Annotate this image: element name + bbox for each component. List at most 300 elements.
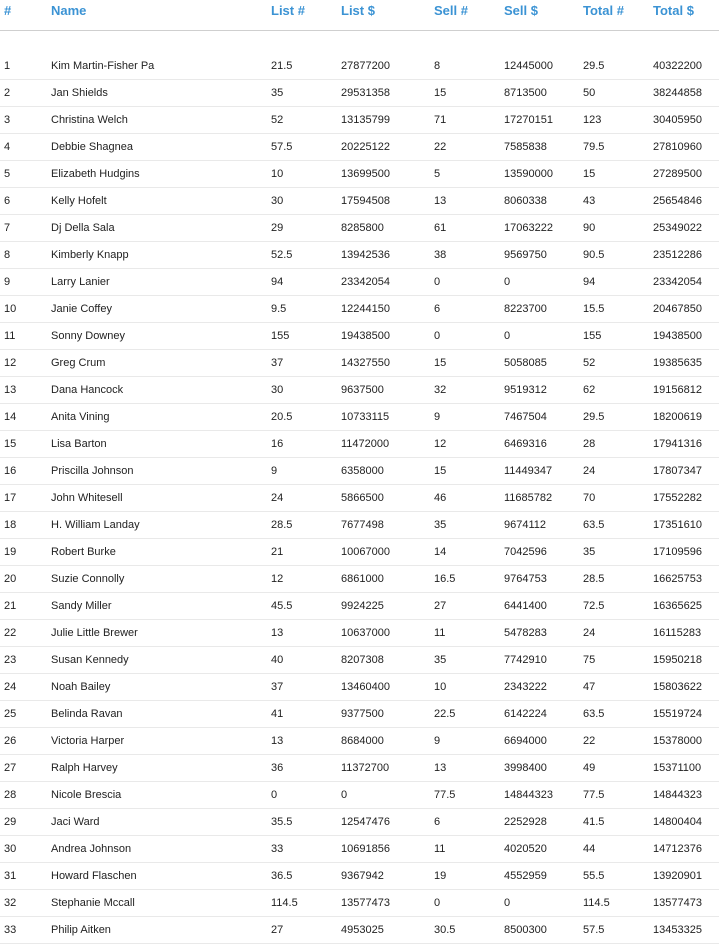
cell-total-count: 63.5: [583, 519, 605, 531]
cell-total-count: 155: [583, 330, 602, 342]
table-row: [0, 295, 719, 323]
cell-sell-count: 22: [434, 141, 447, 153]
cell-total-count: 35: [583, 546, 596, 558]
cell-total-volume: 13920901: [653, 870, 702, 882]
cell-sell-count: 15: [434, 87, 447, 99]
table-row: [0, 754, 719, 782]
cell-rank: 24: [4, 681, 17, 693]
cell-sell-count: 35: [434, 519, 447, 531]
cell-total-volume: 20467850: [653, 303, 702, 315]
cell-sell-count: 13: [434, 762, 447, 774]
table-row: [0, 484, 719, 512]
cell-total-count: 24: [583, 627, 596, 639]
cell-list-count: 21: [271, 546, 284, 558]
cell-sell-count: 27: [434, 600, 447, 612]
cell-total-count: 41.5: [583, 816, 605, 828]
cell-name: Jaci Ward: [51, 816, 100, 828]
cell-name: Christina Welch: [51, 114, 128, 126]
cell-list-volume: 27877200: [341, 60, 390, 72]
table-row: [0, 700, 719, 728]
cell-name: Anita Vining: [51, 411, 110, 423]
cell-rank: 13: [4, 384, 17, 396]
table-row: [0, 916, 719, 944]
table-row: [0, 349, 719, 377]
cell-list-count: 9.5: [271, 303, 287, 315]
cell-list-count: 52.5: [271, 249, 293, 261]
cell-list-count: 52: [271, 114, 284, 126]
cell-total-count: 24: [583, 465, 596, 477]
cell-total-volume: 16365625: [653, 600, 702, 612]
table-row: [0, 187, 719, 215]
cell-sell-volume: 4552959: [504, 870, 547, 882]
header-rank[interactable]: #: [4, 3, 12, 18]
cell-rank: 26: [4, 735, 17, 747]
cell-list-count: 37: [271, 357, 284, 369]
cell-total-volume: 15378000: [653, 735, 702, 747]
cell-list-count: 13: [271, 735, 284, 747]
cell-list-count: 13: [271, 627, 284, 639]
cell-rank: 9: [4, 276, 11, 288]
cell-total-volume: 19438500: [653, 330, 702, 342]
cell-total-count: 79.5: [583, 141, 605, 153]
cell-total-volume: 14712376: [653, 843, 702, 855]
cell-sell-volume: 0: [504, 897, 511, 909]
cell-rank: 1: [4, 60, 11, 72]
cell-name: Ralph Harvey: [51, 762, 118, 774]
cell-list-volume: 9924225: [341, 600, 384, 612]
cell-sell-count: 6: [434, 303, 441, 315]
cell-rank: 16: [4, 465, 17, 477]
cell-list-count: 45.5: [271, 600, 293, 612]
cell-rank: 20: [4, 573, 17, 585]
table-row: [0, 592, 719, 620]
cell-sell-volume: 6142224: [504, 708, 547, 720]
cell-total-volume: 16625753: [653, 573, 702, 585]
cell-sell-volume: 11685782: [504, 492, 553, 504]
cell-list-count: 35.5: [271, 816, 293, 828]
cell-sell-count: 15: [434, 357, 447, 369]
cell-sell-count: 30.5: [434, 924, 456, 936]
cell-sell-volume: 0: [504, 330, 511, 342]
cell-sell-count: 77.5: [434, 789, 456, 801]
table-row: [0, 862, 719, 890]
cell-sell-count: 10: [434, 681, 447, 693]
cell-total-volume: 27810960: [653, 141, 702, 153]
cell-sell-volume: 6694000: [504, 735, 547, 747]
cell-name: Jan Shields: [51, 87, 108, 99]
cell-total-count: 94: [583, 276, 596, 288]
table-row: [0, 673, 719, 701]
cell-name: Philip Aitken: [51, 924, 111, 936]
cell-sell-count: 11: [434, 627, 446, 639]
cell-sell-count: 15: [434, 465, 447, 477]
cell-list-count: 28.5: [271, 519, 293, 531]
table-row: [0, 52, 719, 80]
cell-total-count: 49: [583, 762, 596, 774]
cell-name: Noah Bailey: [51, 681, 111, 693]
cell-sell-count: 19: [434, 870, 447, 882]
cell-name: Janie Coffey: [51, 303, 112, 315]
cell-name: Suzie Connolly: [51, 573, 125, 585]
cell-list-volume: 5866500: [341, 492, 384, 504]
cell-list-volume: 20225122: [341, 141, 390, 153]
cell-list-count: 41: [271, 708, 284, 720]
cell-sell-count: 61: [434, 222, 447, 234]
cell-list-volume: 11472000: [341, 438, 390, 450]
cell-sell-volume: 8060338: [504, 195, 547, 207]
cell-name: Sonny Downey: [51, 330, 125, 342]
table-row: [0, 619, 719, 647]
cell-total-volume: 38244858: [653, 87, 702, 99]
table-row: [0, 457, 719, 485]
cell-total-volume: 23512286: [653, 249, 702, 261]
header-sell-volume[interactable]: Sell $: [504, 3, 538, 18]
cell-list-volume: 13942536: [341, 249, 390, 261]
cell-list-volume: 10067000: [341, 546, 390, 558]
cell-name: Sandy Miller: [51, 600, 112, 612]
cell-total-volume: 16115283: [653, 627, 702, 639]
cell-list-volume: 12244150: [341, 303, 390, 315]
cell-sell-volume: 4020520: [504, 843, 547, 855]
cell-sell-volume: 9519312: [504, 384, 547, 396]
cell-total-count: 28.5: [583, 573, 605, 585]
header-list-count[interactable]: List #: [271, 3, 305, 18]
cell-total-volume: 30405950: [653, 114, 702, 126]
cell-sell-volume: 2343222: [504, 681, 547, 693]
table-row: [0, 268, 719, 296]
cell-total-volume: 17807347: [653, 465, 702, 477]
cell-sell-count: 38: [434, 249, 447, 261]
cell-list-count: 12: [271, 573, 284, 585]
cell-list-volume: 19438500: [341, 330, 390, 342]
cell-rank: 14: [4, 411, 17, 423]
cell-name: Kim Martin-Fisher Pa: [51, 60, 155, 72]
cell-list-volume: 13135799: [341, 114, 390, 126]
cell-list-volume: 10733115: [341, 411, 390, 423]
cell-rank: 25: [4, 708, 17, 720]
cell-list-volume: 29531358: [341, 87, 390, 99]
cell-sell-volume: 7042596: [504, 546, 547, 558]
cell-total-volume: 13577473: [653, 897, 702, 909]
cell-list-volume: 9637500: [341, 384, 384, 396]
cell-total-count: 114.5: [583, 897, 610, 909]
cell-total-volume: 19156812: [653, 384, 702, 396]
cell-name: John Whitesell: [51, 492, 123, 504]
table-row: [0, 646, 719, 674]
cell-list-count: 35: [271, 87, 284, 99]
cell-sell-count: 11: [434, 843, 446, 855]
cell-name: Elizabeth Hudgins: [51, 168, 140, 180]
cell-list-volume: 4953025: [341, 924, 384, 936]
cell-sell-volume: 5478283: [504, 627, 547, 639]
table-row: [0, 430, 719, 458]
cell-name: Nicole Brescia: [51, 789, 122, 801]
cell-rank: 6: [4, 195, 11, 207]
cell-sell-volume: 7585838: [504, 141, 547, 153]
cell-list-count: 155: [271, 330, 290, 342]
cell-sell-count: 32: [434, 384, 447, 396]
cell-name: Dj Della Sala: [51, 222, 115, 234]
cell-total-volume: 23342054: [653, 276, 702, 288]
cell-list-count: 30: [271, 195, 284, 207]
cell-sell-volume: 8713500: [504, 87, 547, 99]
cell-total-count: 44: [583, 843, 596, 855]
table-row: [0, 808, 719, 836]
cell-name: Julie Little Brewer: [51, 627, 138, 639]
cell-total-count: 15.5: [583, 303, 605, 315]
cell-list-count: 30: [271, 384, 284, 396]
cell-name: Victoria Harper: [51, 735, 125, 747]
cell-total-volume: 15803622: [653, 681, 702, 693]
cell-list-count: 114.5: [271, 897, 298, 909]
cell-total-count: 28: [583, 438, 596, 450]
table-row: [0, 133, 719, 161]
cell-total-count: 43: [583, 195, 596, 207]
cell-total-volume: 15371100: [653, 762, 702, 774]
cell-sell-count: 6: [434, 816, 441, 828]
header-sell-count[interactable]: Sell #: [434, 3, 468, 18]
cell-rank: 12: [4, 357, 17, 369]
cell-rank: 30: [4, 843, 17, 855]
cell-total-volume: 18200619: [653, 411, 702, 423]
cell-total-count: 52: [583, 357, 596, 369]
cell-name: Susan Kennedy: [51, 654, 129, 666]
cell-list-count: 21.5: [271, 60, 293, 72]
cell-rank: 7: [4, 222, 11, 234]
cell-list-volume: 17594508: [341, 195, 390, 207]
cell-total-volume: 40322200: [653, 60, 702, 72]
cell-name: Howard Flaschen: [51, 870, 137, 882]
cell-list-volume: 9377500: [341, 708, 384, 720]
cell-name: H. William Landay: [51, 519, 140, 531]
cell-name: Larry Lanier: [51, 276, 110, 288]
cell-list-volume: 10637000: [341, 627, 390, 639]
cell-rank: 31: [4, 870, 17, 882]
cell-list-count: 20.5: [271, 411, 293, 423]
table-row: [0, 106, 719, 134]
table-row: [0, 565, 719, 593]
table-row: [0, 403, 719, 431]
cell-name: Robert Burke: [51, 546, 116, 558]
cell-list-volume: 13460400: [341, 681, 390, 693]
cell-list-volume: 8207308: [341, 654, 384, 666]
cell-sell-count: 8: [434, 60, 441, 72]
cell-total-volume: 17109596: [653, 546, 702, 558]
cell-total-count: 77.5: [583, 789, 605, 801]
cell-name: Belinda Ravan: [51, 708, 123, 720]
cell-list-count: 27: [271, 924, 284, 936]
cell-total-count: 123: [583, 114, 602, 126]
cell-name: Priscilla Johnson: [51, 465, 134, 477]
cell-total-count: 63.5: [583, 708, 605, 720]
cell-name: Kelly Hofelt: [51, 195, 107, 207]
cell-sell-count: 0: [434, 330, 441, 342]
table-row: [0, 214, 719, 242]
cell-total-count: 90: [583, 222, 596, 234]
cell-total-volume: 25654846: [653, 195, 702, 207]
cell-total-count: 55.5: [583, 870, 605, 882]
table-row: [0, 727, 719, 755]
cell-total-volume: 15519724: [653, 708, 702, 720]
cell-sell-count: 14: [434, 546, 447, 558]
cell-rank: 23: [4, 654, 17, 666]
cell-rank: 11: [4, 330, 16, 342]
cell-sell-volume: 8500300: [504, 924, 547, 936]
cell-list-volume: 10691856: [341, 843, 390, 855]
cell-total-count: 29.5: [583, 60, 605, 72]
cell-list-count: 9: [271, 465, 278, 477]
cell-list-count: 36.5: [271, 870, 293, 882]
cell-list-volume: 9367942: [341, 870, 384, 882]
cell-total-count: 22: [583, 735, 596, 747]
table-row: [0, 889, 719, 917]
cell-list-volume: 7677498: [341, 519, 384, 531]
header-list-volume[interactable]: List $: [341, 3, 375, 18]
cell-sell-volume: 5058085: [504, 357, 547, 369]
cell-list-volume: 6358000: [341, 465, 384, 477]
cell-list-volume: 6861000: [341, 573, 384, 585]
cell-list-volume: 12547476: [341, 816, 390, 828]
header-total-count[interactable]: Total #: [583, 3, 624, 18]
cell-name: Debbie Shagnea: [51, 141, 133, 153]
table-row: [0, 376, 719, 404]
cell-sell-volume: 11449347: [504, 465, 553, 477]
cell-rank: 2: [4, 87, 11, 99]
table-header: [0, 0, 719, 31]
cell-sell-count: 9: [434, 411, 441, 423]
cell-sell-count: 9: [434, 735, 441, 747]
cell-rank: 32: [4, 897, 17, 909]
cell-list-volume: 8285800: [341, 222, 384, 234]
header-total-volume[interactable]: Total $: [653, 3, 694, 18]
table-row: [0, 79, 719, 107]
cell-rank: 15: [4, 438, 17, 450]
cell-sell-volume: 9674112: [504, 519, 547, 531]
cell-sell-volume: 17063222: [504, 222, 553, 234]
cell-total-count: 15: [583, 168, 596, 180]
cell-sell-count: 35: [434, 654, 447, 666]
cell-rank: 22: [4, 627, 17, 639]
cell-total-count: 72.5: [583, 600, 605, 612]
cell-sell-count: 0: [434, 897, 441, 909]
cell-sell-volume: 9764753: [504, 573, 547, 585]
cell-list-volume: 13699500: [341, 168, 390, 180]
cell-list-count: 16: [271, 438, 284, 450]
header-name[interactable]: Name: [51, 3, 87, 18]
cell-total-count: 75: [583, 654, 596, 666]
cell-list-volume: 11372700: [341, 762, 390, 774]
cell-sell-volume: 6469316: [504, 438, 547, 450]
table-row: [0, 538, 719, 566]
cell-name: Greg Crum: [51, 357, 106, 369]
cell-rank: 19: [4, 546, 17, 558]
cell-list-volume: 8684000: [341, 735, 384, 747]
cell-sell-count: 46: [434, 492, 447, 504]
cell-sell-volume: 8223700: [504, 303, 547, 315]
cell-sell-count: 0: [434, 276, 441, 288]
cell-rank: 33: [4, 924, 17, 936]
cell-list-count: 0: [271, 789, 278, 801]
cell-sell-volume: 2252928: [504, 816, 547, 828]
cell-rank: 5: [4, 168, 11, 180]
cell-name: Kimberly Knapp: [51, 249, 129, 261]
cell-sell-count: 22.5: [434, 708, 456, 720]
cell-sell-volume: 7742910: [504, 654, 547, 666]
cell-rank: 3: [4, 114, 11, 126]
cell-total-count: 47: [583, 681, 596, 693]
cell-rank: 27: [4, 762, 17, 774]
cell-total-count: 50: [583, 87, 596, 99]
cell-sell-volume: 0: [504, 276, 511, 288]
cell-total-volume: 14844323: [653, 789, 702, 801]
cell-total-volume: 27289500: [653, 168, 702, 180]
cell-list-count: 94: [271, 276, 284, 288]
cell-rank: 18: [4, 519, 17, 531]
cell-name: Stephanie Mccall: [51, 897, 135, 909]
cell-name: Andrea Johnson: [51, 843, 132, 855]
cell-sell-count: 5: [434, 168, 441, 180]
cell-rank: 17: [4, 492, 17, 504]
cell-sell-volume: 14844323: [504, 789, 553, 801]
cell-sell-volume: 12445000: [504, 60, 553, 72]
table-row: [0, 241, 719, 269]
cell-rank: 29: [4, 816, 17, 828]
cell-list-count: 36: [271, 762, 284, 774]
cell-rank: 28: [4, 789, 17, 801]
cell-list-count: 33: [271, 843, 284, 855]
cell-total-volume: 19385635: [653, 357, 702, 369]
cell-sell-count: 13: [434, 195, 447, 207]
cell-sell-volume: 13590000: [504, 168, 553, 180]
cell-total-volume: 17552282: [653, 492, 702, 504]
cell-name: Lisa Barton: [51, 438, 107, 450]
cell-list-count: 37: [271, 681, 284, 693]
cell-rank: 8: [4, 249, 11, 261]
cell-total-volume: 15950218: [653, 654, 702, 666]
table-row: [0, 511, 719, 539]
cell-rank: 4: [4, 141, 11, 153]
cell-list-volume: 0: [341, 789, 348, 801]
cell-total-count: 57.5: [583, 924, 605, 936]
cell-total-count: 70: [583, 492, 596, 504]
table-row: [0, 835, 719, 863]
cell-sell-count: 16.5: [434, 573, 456, 585]
cell-rank: 10: [4, 303, 17, 315]
cell-sell-volume: 9569750: [504, 249, 547, 261]
cell-sell-count: 12: [434, 438, 447, 450]
cell-total-count: 29.5: [583, 411, 605, 423]
cell-total-volume: 25349022: [653, 222, 702, 234]
cell-list-count: 57.5: [271, 141, 293, 153]
cell-list-count: 29: [271, 222, 284, 234]
table-row: [0, 160, 719, 188]
cell-total-volume: 17941316: [653, 438, 702, 450]
cell-sell-volume: 6441400: [504, 600, 547, 612]
cell-list-volume: 23342054: [341, 276, 390, 288]
cell-name: Dana Hancock: [51, 384, 124, 396]
cell-list-volume: 13577473: [341, 897, 390, 909]
cell-list-volume: 14327550: [341, 357, 390, 369]
cell-list-count: 10: [271, 168, 284, 180]
cell-list-count: 40: [271, 654, 284, 666]
cell-sell-count: 71: [434, 114, 447, 126]
cell-sell-volume: 3998400: [504, 762, 547, 774]
cell-total-count: 90.5: [583, 249, 605, 261]
cell-sell-volume: 7467504: [504, 411, 547, 423]
table-row: [0, 781, 719, 809]
table-row: [0, 322, 719, 350]
cell-rank: 21: [4, 600, 17, 612]
